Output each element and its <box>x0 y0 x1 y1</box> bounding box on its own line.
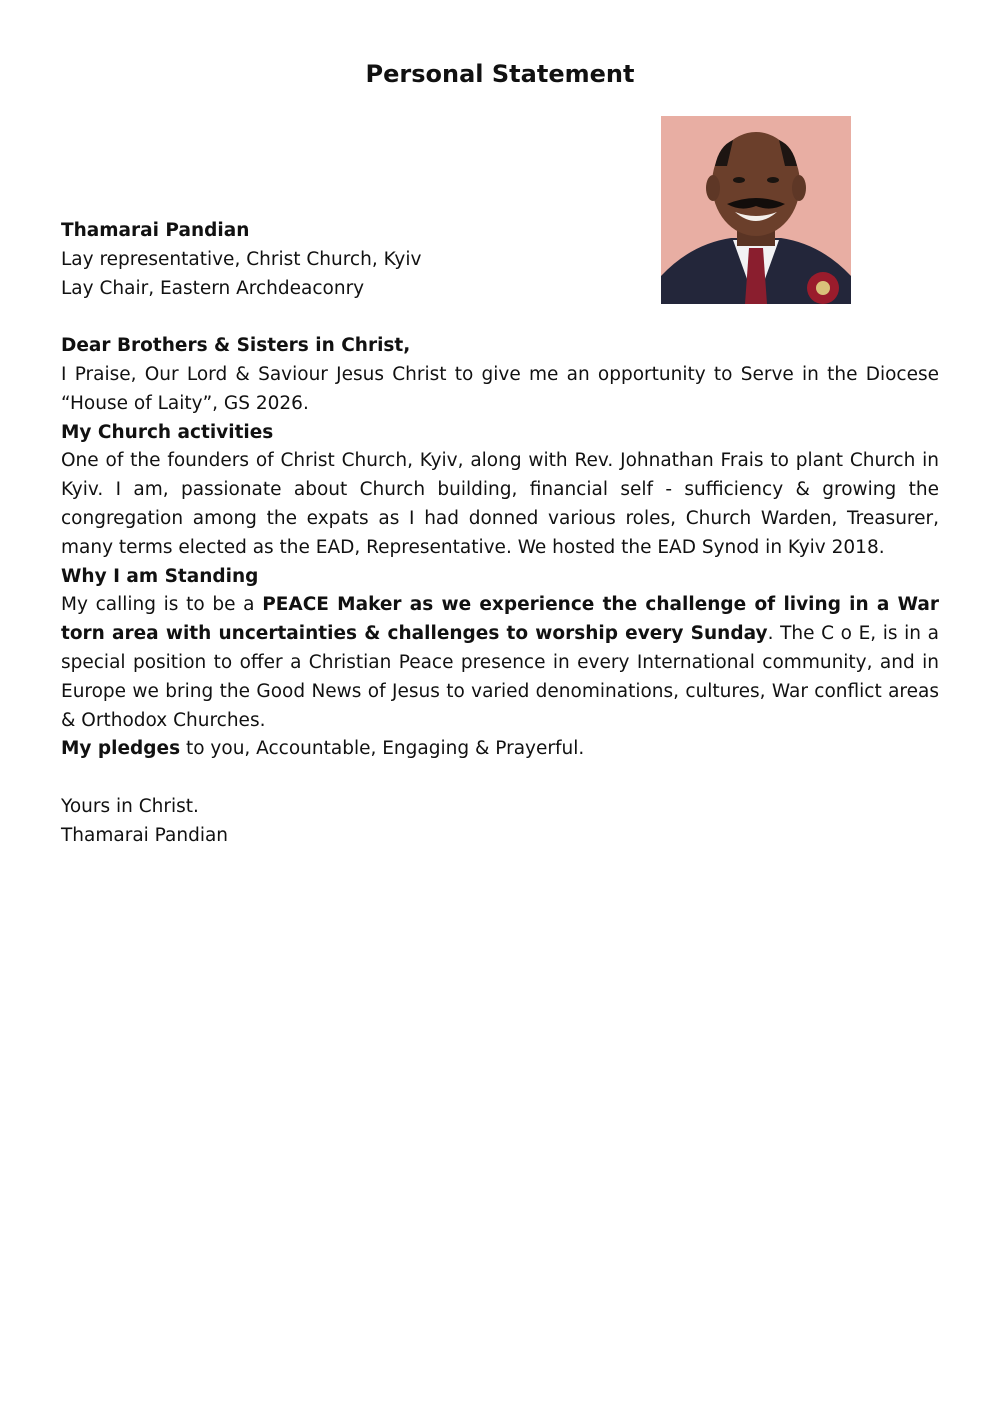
standing-text-bold: PEACE Maker as we experience the challenge of living in a War torn area with uncertainties & challenges to worship every Sunday <box>61 594 939 645</box>
author-name: Thamarai Pandian <box>61 220 250 241</box>
activities-paragraph: One of the founders of Christ Church, Kyiv, along with Rev. Johnathan Frais to plant Church in Kyiv. I am, passionate about Church building, financial self - sufficiency & growing the congregation among the expats as I had donned various roles, Church Warden, Treasurer, many terms elected as the EAD, Representative. We hosted the EAD Synod in Kyiv 2018. <box>61 450 939 558</box>
standing-paragraph <box>61 591 939 735</box>
standing-heading: Why I am Standing <box>61 565 259 587</box>
page-title: Personal Statement <box>365 60 635 88</box>
signoff: Yours in Christ. <box>61 795 199 817</box>
pledges-text: to you, Accountable, Engaging & Prayerful. <box>180 738 585 760</box>
spacer <box>61 303 939 332</box>
author-role-2: Lay Chair, Eastern Archdeaconry <box>61 277 365 299</box>
pledges-bold: My pledges <box>61 738 181 760</box>
activities-heading: My Church activities <box>61 421 274 443</box>
standing-text-post: . The C o E, is in a special position to offer a Christian Peace presence in every International community, and in Europe we bring the Good News of Jesus to varied denominations, cultures, War conflict areas & Orthodox Churches. <box>61 623 939 731</box>
greeting: Dear Brothers & Sisters in Christ, <box>61 335 411 357</box>
intro-paragraph: I Praise, Our Lord & Saviour Jesus Christ to give me an opportunity to Serve in the Diocese “House of Laity”, GS 2026. <box>61 363 939 414</box>
spacer <box>61 764 939 793</box>
statement-body <box>61 217 939 851</box>
standing-text-pre: My calling is to be a <box>61 594 263 616</box>
signature: Thamarai Pandian <box>61 824 229 846</box>
pledges-paragraph <box>61 735 939 764</box>
author-role-1: Lay representative, Christ Church, Kyiv <box>61 248 422 270</box>
